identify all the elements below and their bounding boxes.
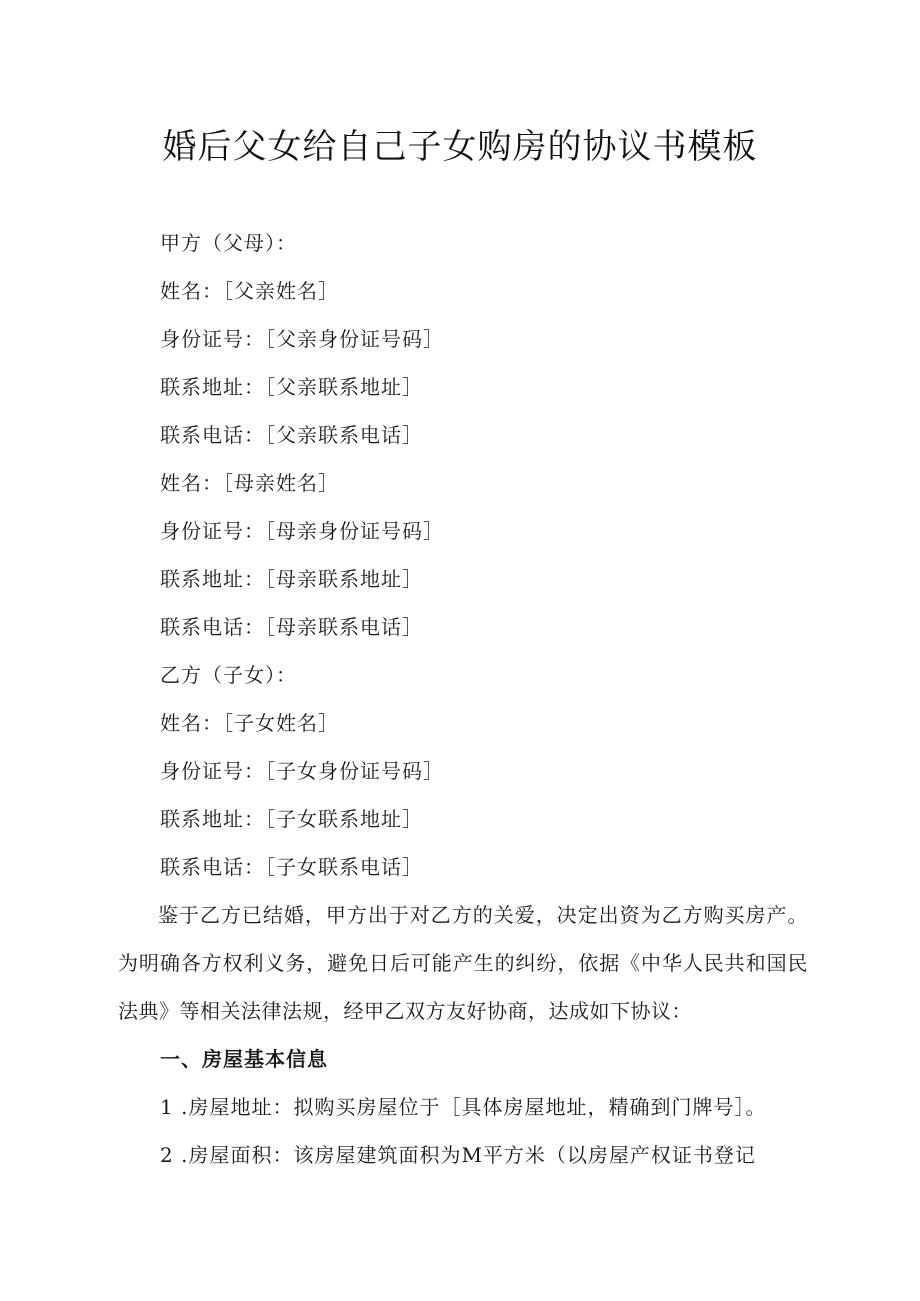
child-address-line: 联系地址：［子女联系地址］ [160, 807, 423, 831]
preamble-paragraph: 鉴于乙方已结婚，甲方出于对乙方的关爱，决定出资为乙方购买房产。为明确各方权利义务，避免日后可能产生的纠纷，依据《中华人民共和国民法典》等相关法律法规，经甲乙双方友好协商，达成如下协议： [118, 903, 808, 1023]
father-name-line: 姓名：［父亲姓名］ [160, 279, 339, 303]
clause-house-area: 2 .房屋面积：该房屋建筑面积为M平方米（以房屋产权证书登记 [160, 1143, 756, 1167]
party-b-label: 乙方（子女）： [160, 663, 297, 687]
section-heading-house-info: 一、房屋基本信息 [160, 1047, 328, 1071]
document-title: 婚后父女给自己子女购房的协议书模板 [162, 127, 758, 167]
child-phone-line: 联系电话：［子女联系电话］ [160, 855, 423, 879]
mother-phone-line: 联系电话：［母亲联系电话］ [160, 615, 423, 639]
father-address-line: 联系地址：［父亲联系地址］ [160, 375, 423, 399]
clause-house-address: 1 .房屋地址：拟购买房屋位于［具体房屋地址，精确到门牌号］。 [160, 1095, 767, 1119]
mother-name-line: 姓名：［母亲姓名］ [160, 471, 339, 495]
child-id-line: 身份证号：［子女身份证号码］ [160, 759, 444, 783]
mother-address-line: 联系地址：［母亲联系地址］ [160, 567, 423, 591]
party-a-label: 甲方（父母）： [160, 231, 297, 255]
father-phone-line: 联系电话：［父亲联系电话］ [160, 423, 423, 447]
child-name-line: 姓名：［子女姓名］ [160, 711, 339, 735]
father-id-line: 身份证号：［父亲身份证号码］ [160, 327, 444, 351]
mother-id-line: 身份证号：［母亲身份证号码］ [160, 519, 444, 543]
